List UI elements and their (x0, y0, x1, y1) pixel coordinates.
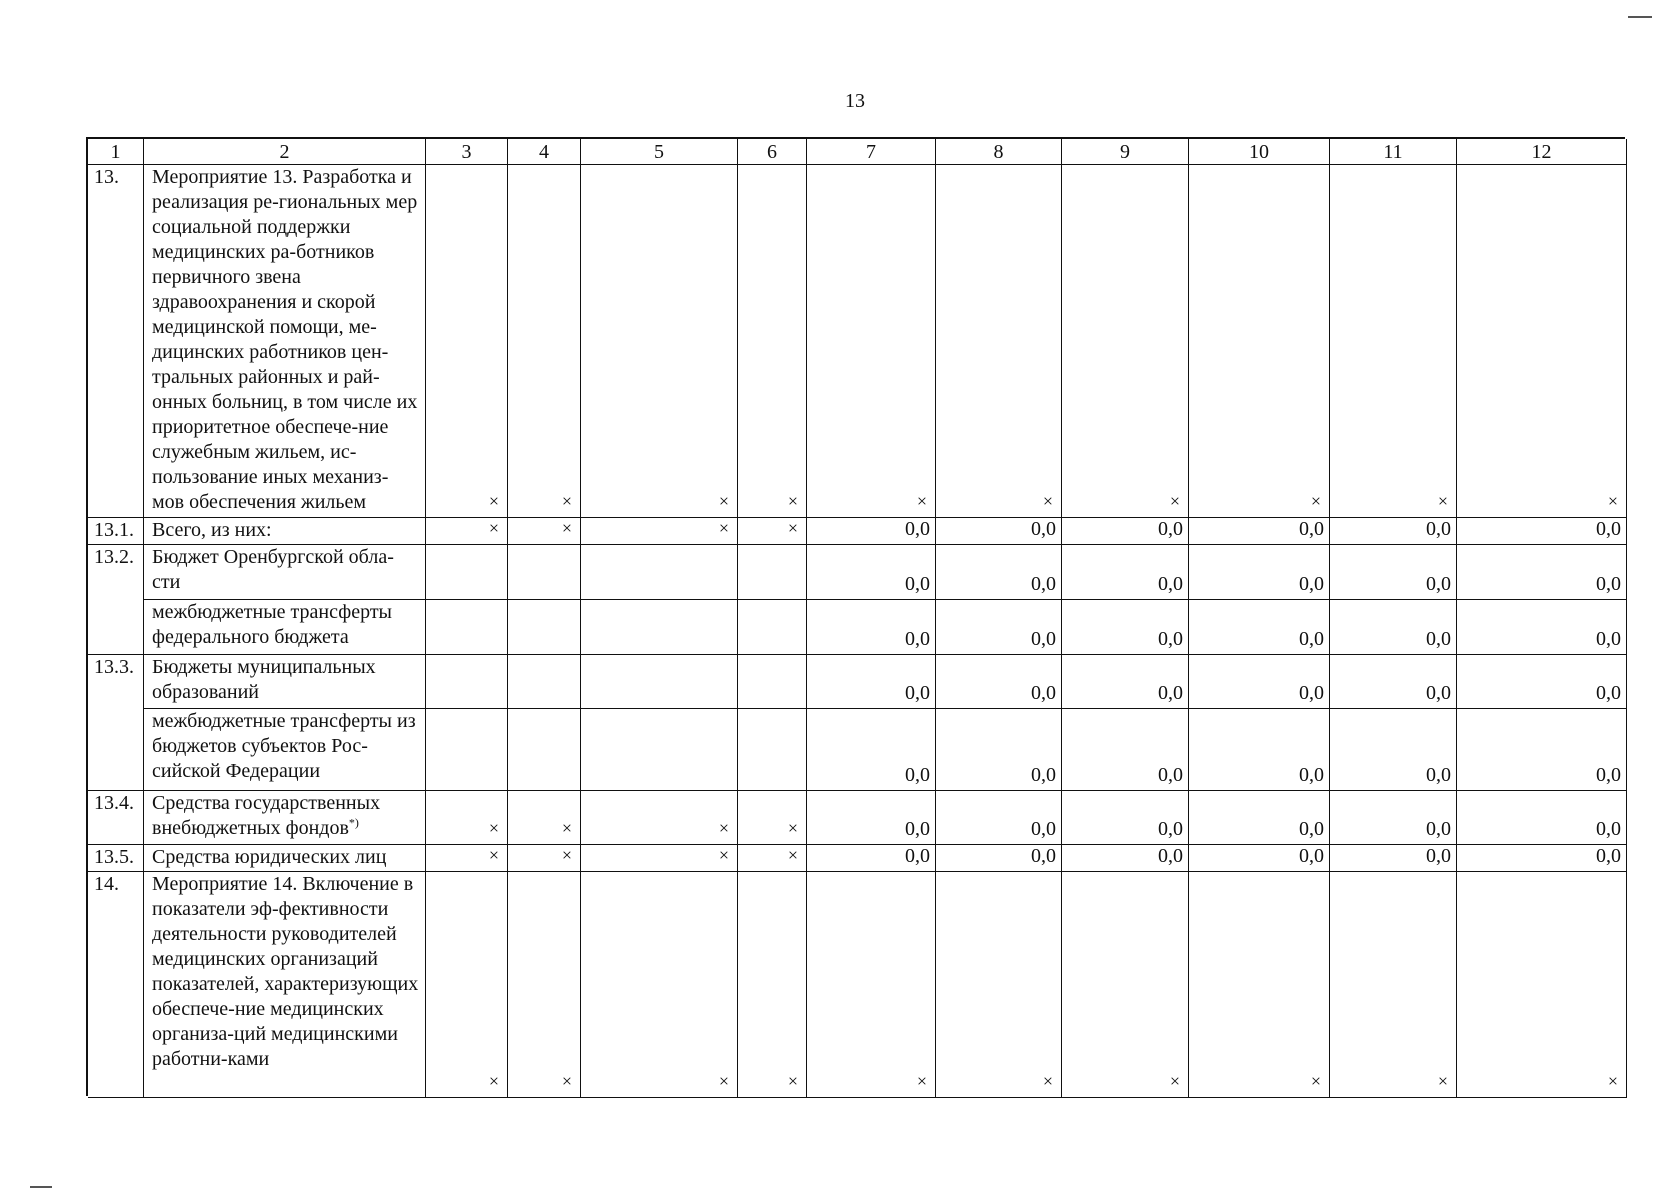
table-cell: 0,0 (1330, 791, 1457, 845)
table-cell: × (508, 845, 581, 872)
table-cell: × (1457, 165, 1627, 518)
table-cell: 0,0 (936, 655, 1062, 709)
table-cell: 0,0 (936, 791, 1062, 845)
table-cell: × (738, 518, 807, 545)
table-cell: 0,0 (1330, 600, 1457, 655)
table-cell: × (936, 872, 1062, 1098)
table-cell: × (738, 791, 807, 845)
row-number: 13.1. (88, 518, 144, 545)
table-cell: × (508, 518, 581, 545)
column-header: 8 (936, 139, 1062, 165)
row-description: Мероприятие 13. Разработка и реализация ре-гиональных мер социальной поддержки медицинских ра-ботников первичного звена здравоохранения и скорой медицинской помощи, ме-дицинских работников цен-тральных районных и рай-онных больниц, в том числе их приоритетное обеспече-ние служебным жильем, ис-пользование иных механиз-мов обеспечения жильем (144, 165, 426, 518)
column-header: 7 (807, 139, 936, 165)
row-description (144, 791, 426, 845)
table-cell (581, 709, 738, 791)
table-cell: × (581, 872, 738, 1098)
table-cell: × (1189, 872, 1330, 1098)
table-cell: 0,0 (936, 545, 1062, 600)
table-cell: 0,0 (807, 709, 936, 791)
scan-mark (1628, 16, 1652, 18)
table-cell: × (1330, 872, 1457, 1098)
table-cell (738, 709, 807, 791)
table-cell: 0,0 (936, 845, 1062, 872)
row-number: 13.5. (88, 845, 144, 872)
table-cell: × (426, 165, 508, 518)
column-header: 9 (1062, 139, 1189, 165)
row-description: межбюджетные трансферты федерального бюджета (144, 600, 426, 655)
table-cell: × (1062, 872, 1189, 1098)
table-cell (738, 545, 807, 600)
table-cell: × (936, 165, 1062, 518)
footnote-mark: *) (348, 815, 359, 830)
table-cell: × (1189, 165, 1330, 518)
column-header: 6 (738, 139, 807, 165)
budget-table (86, 137, 1625, 1096)
table-cell (508, 709, 581, 791)
table-cell (581, 545, 738, 600)
row-number: 13.2. (88, 545, 144, 655)
table-cell: 0,0 (1330, 845, 1457, 872)
table-cell (508, 545, 581, 600)
table-cell: 0,0 (1457, 845, 1627, 872)
table-cell (508, 600, 581, 655)
table-cell: × (426, 791, 508, 845)
table-cell: × (581, 518, 738, 545)
table-cell: 0,0 (1330, 709, 1457, 791)
table-cell: 0,0 (1457, 545, 1627, 600)
page-number: 13 (845, 90, 865, 112)
table-cell: 0,0 (936, 600, 1062, 655)
table-cell: 0,0 (807, 791, 936, 845)
row-number: 13. (88, 165, 144, 518)
table-cell: 0,0 (1457, 518, 1627, 545)
table-cell: 0,0 (1189, 791, 1330, 845)
table-cell: × (807, 872, 936, 1098)
table-cell: 0,0 (1189, 845, 1330, 872)
table-cell: 0,0 (1457, 655, 1627, 709)
column-header: 4 (508, 139, 581, 165)
column-header: 2 (144, 139, 426, 165)
table-cell: 0,0 (1062, 791, 1189, 845)
table-cell: 0,0 (1189, 709, 1330, 791)
column-header: 5 (581, 139, 738, 165)
table-cell: 0,0 (1189, 545, 1330, 600)
table-cell (738, 655, 807, 709)
table-cell: × (426, 518, 508, 545)
table-cell: 0,0 (936, 518, 1062, 545)
table-cell: 0,0 (1062, 518, 1189, 545)
table-cell: × (738, 872, 807, 1098)
row-description: Средства юридических лиц (144, 845, 426, 872)
row-number: 13.4. (88, 791, 144, 845)
table-cell: × (426, 872, 508, 1098)
table-cell: × (508, 872, 581, 1098)
table-cell: × (807, 165, 936, 518)
table-cell: 0,0 (807, 545, 936, 600)
table-cell: 0,0 (1457, 600, 1627, 655)
table-cell: × (508, 165, 581, 518)
table-cell: × (1457, 872, 1627, 1098)
table-cell: 0,0 (1189, 655, 1330, 709)
table-cell: 0,0 (936, 709, 1062, 791)
column-header: 1 (88, 139, 144, 165)
scan-mark (30, 1186, 52, 1188)
table-cell: 0,0 (807, 655, 936, 709)
table-cell: × (1062, 165, 1189, 518)
column-header: 11 (1330, 139, 1457, 165)
row-number: 14. (88, 872, 144, 1098)
table-cell (426, 709, 508, 791)
table-cell: 0,0 (807, 845, 936, 872)
table-cell: 0,0 (1062, 709, 1189, 791)
table-cell: 0,0 (1062, 545, 1189, 600)
table-cell (581, 600, 738, 655)
table-cell: × (581, 165, 738, 518)
table-cell: 0,0 (1062, 655, 1189, 709)
table-cell: 0,0 (1189, 518, 1330, 545)
table-cell: × (581, 791, 738, 845)
column-header: 12 (1457, 139, 1627, 165)
table-cell: 0,0 (1330, 518, 1457, 545)
table-cell: 0,0 (807, 600, 936, 655)
table-cell: 0,0 (1330, 655, 1457, 709)
row-description: Бюджеты муниципальных образований (144, 655, 426, 709)
table-cell: 0,0 (1062, 845, 1189, 872)
row-description: Бюджет Оренбургской обла-сти (144, 545, 426, 600)
table-cell (426, 655, 508, 709)
row-number: 13.3. (88, 655, 144, 791)
table-cell: × (1330, 165, 1457, 518)
table-cell: × (738, 165, 807, 518)
column-header: 10 (1189, 139, 1330, 165)
row-description-text: Средства государственных внебюджетных фондов (152, 792, 381, 839)
table-cell (508, 655, 581, 709)
table-cell: × (426, 845, 508, 872)
column-header: 3 (426, 139, 508, 165)
table-cell: 0,0 (1330, 545, 1457, 600)
table-cell: × (508, 791, 581, 845)
table-cell: 0,0 (807, 518, 936, 545)
table-cell (738, 600, 807, 655)
row-description: Мероприятие 14. Включение в показатели эф-фективности деятельности руководителей медицинских организаций показателей, характеризующих обеспече-ние медицинских организа-ций медицинскими работни-ками (144, 872, 426, 1098)
table-cell: 0,0 (1062, 600, 1189, 655)
table-cell (581, 655, 738, 709)
table-cell: × (581, 845, 738, 872)
table-cell (426, 545, 508, 600)
table-cell: × (738, 845, 807, 872)
row-description: межбюджетные трансферты из бюджетов субъектов Рос-сийской Федерации (144, 709, 426, 791)
table-cell: 0,0 (1189, 600, 1330, 655)
table-cell (426, 600, 508, 655)
row-description: Всего, из них: (144, 518, 426, 545)
table-cell: 0,0 (1457, 709, 1627, 791)
table-cell: 0,0 (1457, 791, 1627, 845)
